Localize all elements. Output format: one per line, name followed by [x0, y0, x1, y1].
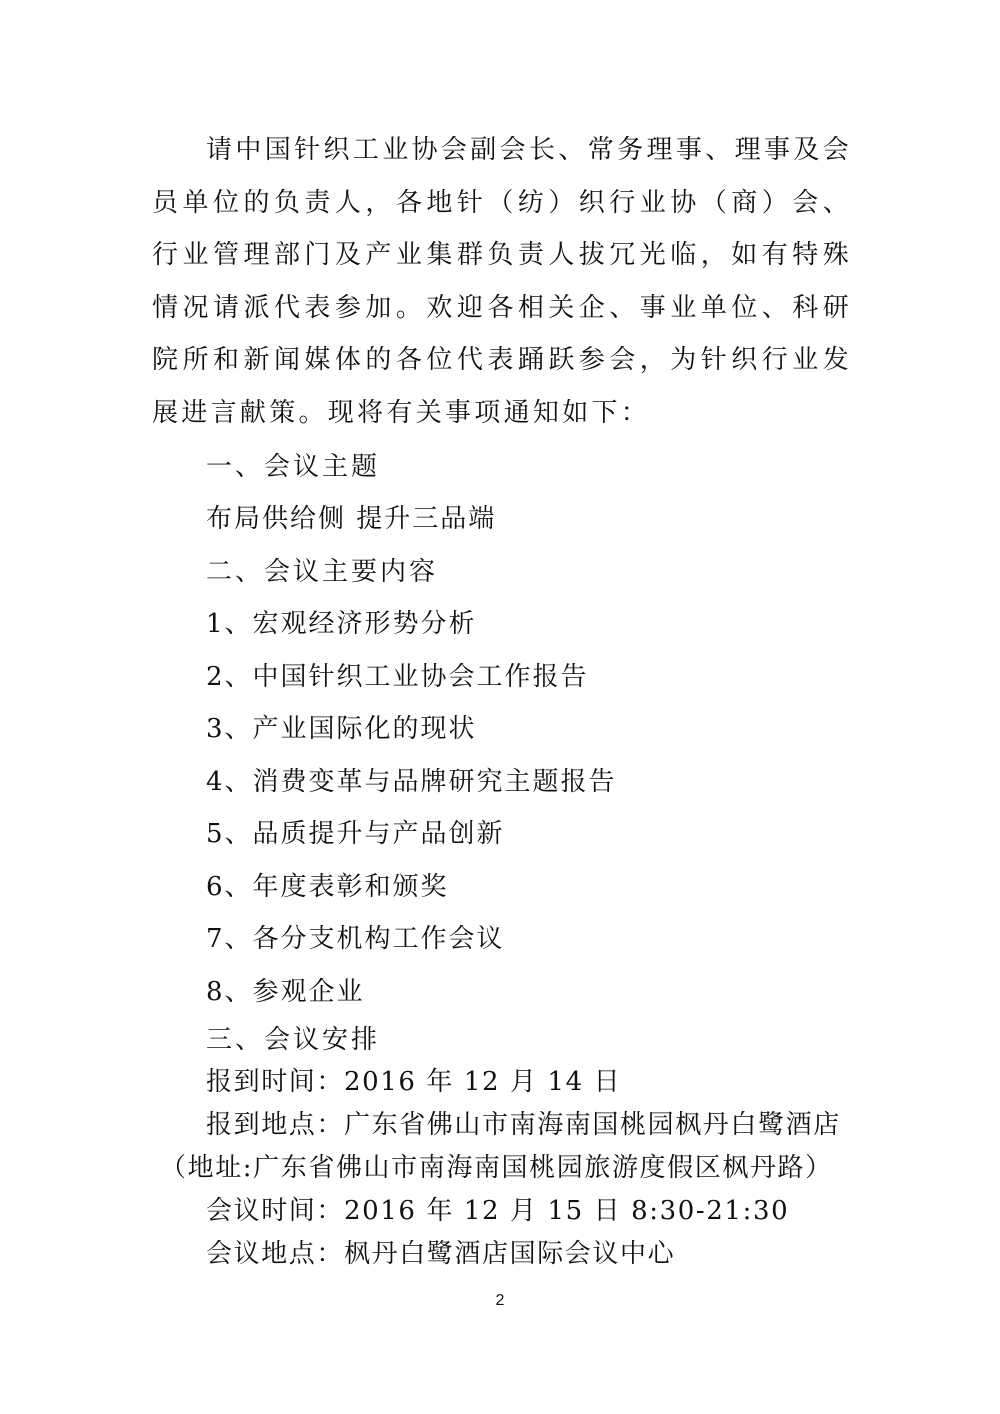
- address: （地址:广东省佛山市南海南国桃园旅游度假区枫丹路）: [160, 1153, 833, 1183]
- content-item: 8、参观企业: [206, 977, 365, 1007]
- meeting-time: 会议时间：2016 年 12 月 15 日 8:30-21:30: [206, 1196, 790, 1226]
- schedule-block: [152, 1061, 852, 1276]
- meeting-theme: 布局供给侧 提升三品端: [206, 504, 497, 534]
- section-3-heading: 三、会议安排: [206, 1025, 381, 1055]
- content-item: 1、宏观经济形势分析: [206, 609, 477, 639]
- content-item: 6、年度表彰和颁奖: [206, 872, 449, 902]
- content-item: 5、品质提升与产品创新: [206, 819, 505, 849]
- content-item: 4、消费变革与品牌研究主题报告: [206, 767, 617, 797]
- section-2-heading: 二、会议主要内容: [206, 557, 439, 587]
- intro-paragraph: 请中国针织工业协会副会长、常务理事、理事及会员单位的负责人，各地针（纺）织行业协（商）会、行业管理部门及产业集群负责人拔冗光临，如有特殊情况请派代表参加。欢迎各相关企、事业单位、科研院所和新闻媒体的各位代表踊跃参会，为针织行业发展进言献策。现将有关事项通知如下：: [152, 135, 852, 428]
- checkin-time: 报到时间：2016 年 12 月 14 日: [206, 1067, 622, 1097]
- meeting-place: 会议地点：枫丹白鹭酒店国际会议中心: [206, 1239, 676, 1269]
- content-item: 3、产业国际化的现状: [206, 714, 477, 744]
- page-number: 2: [495, 1292, 505, 1309]
- checkin-place: 报到地点：广东省佛山市南海南国桃园枫丹白鹭酒店: [206, 1110, 841, 1140]
- content-item: 7、各分支机构工作会议: [206, 924, 505, 954]
- content-item: 2、中国针织工业协会工作报告: [206, 662, 589, 692]
- section-1-heading: 一、会议主题: [206, 452, 381, 482]
